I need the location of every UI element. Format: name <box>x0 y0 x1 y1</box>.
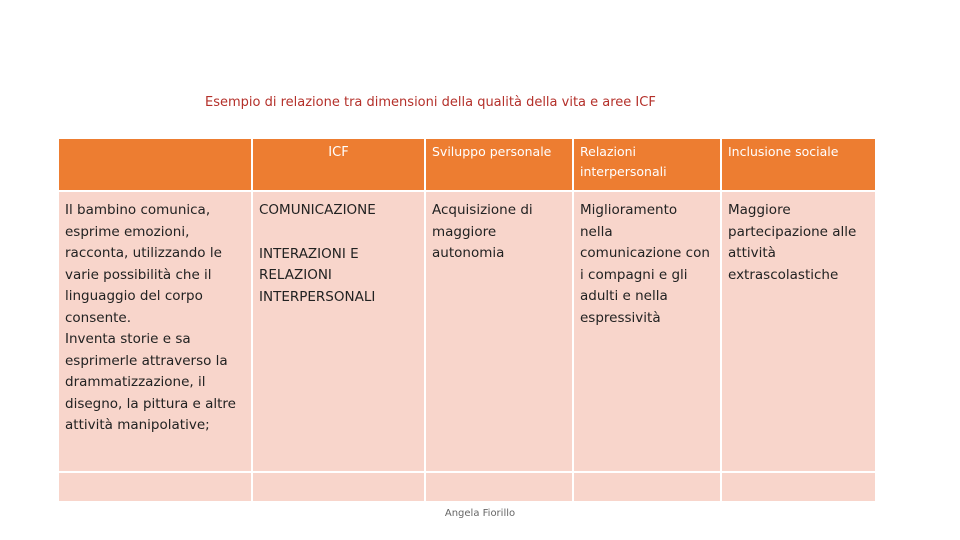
header-cell-sviluppo: Sviluppo personale <box>425 138 573 191</box>
empty-cell <box>252 472 425 502</box>
table-header-row <box>58 138 876 191</box>
header-cell-inclusione: Inclusione sociale <box>721 138 876 191</box>
description-text-2: Inventa storie e sa esprimerle attraverso la drammatizzazione, il disegno, la pittura e altre attività manipolative; <box>65 331 236 433</box>
footer-author: Angela Fiorillo <box>444 508 516 519</box>
empty-cell <box>573 472 721 502</box>
icf-relation-table <box>57 137 877 503</box>
empty-cell <box>58 472 252 502</box>
table-row-empty <box>58 472 876 502</box>
icf-area-1: COMUNICAZIONE <box>259 202 376 218</box>
header-cell-description <box>58 138 252 191</box>
cell-description <box>58 191 252 472</box>
empty-cell <box>721 472 876 502</box>
slide-title: Esempio di relazione tra dimensioni della qualità della vita e aree ICF <box>205 95 656 110</box>
cell-icf <box>252 191 425 472</box>
empty-cell <box>425 472 573 502</box>
header-cell-relazioni: Relazioni interpersonali <box>573 138 721 191</box>
cell-relazioni: Miglioramento nella comunicazione con i compagni e gli adulti e nella espressività <box>573 191 721 472</box>
icf-area-2: INTERAZIONI E RELAZIONI INTERPERSONALI <box>259 245 376 305</box>
cell-inclusione: Maggiore partecipazione alle attività extrascolastiche <box>721 191 876 472</box>
description-text-1: Il bambino comunica, esprime emozioni, racconta, utilizzando le varie possibilità che il linguaggio del corpo consente. <box>65 202 222 326</box>
table-row <box>58 191 876 472</box>
header-cell-icf: ICF <box>252 138 425 191</box>
cell-sviluppo: Acquisizione di maggiore autonomia <box>425 191 573 472</box>
